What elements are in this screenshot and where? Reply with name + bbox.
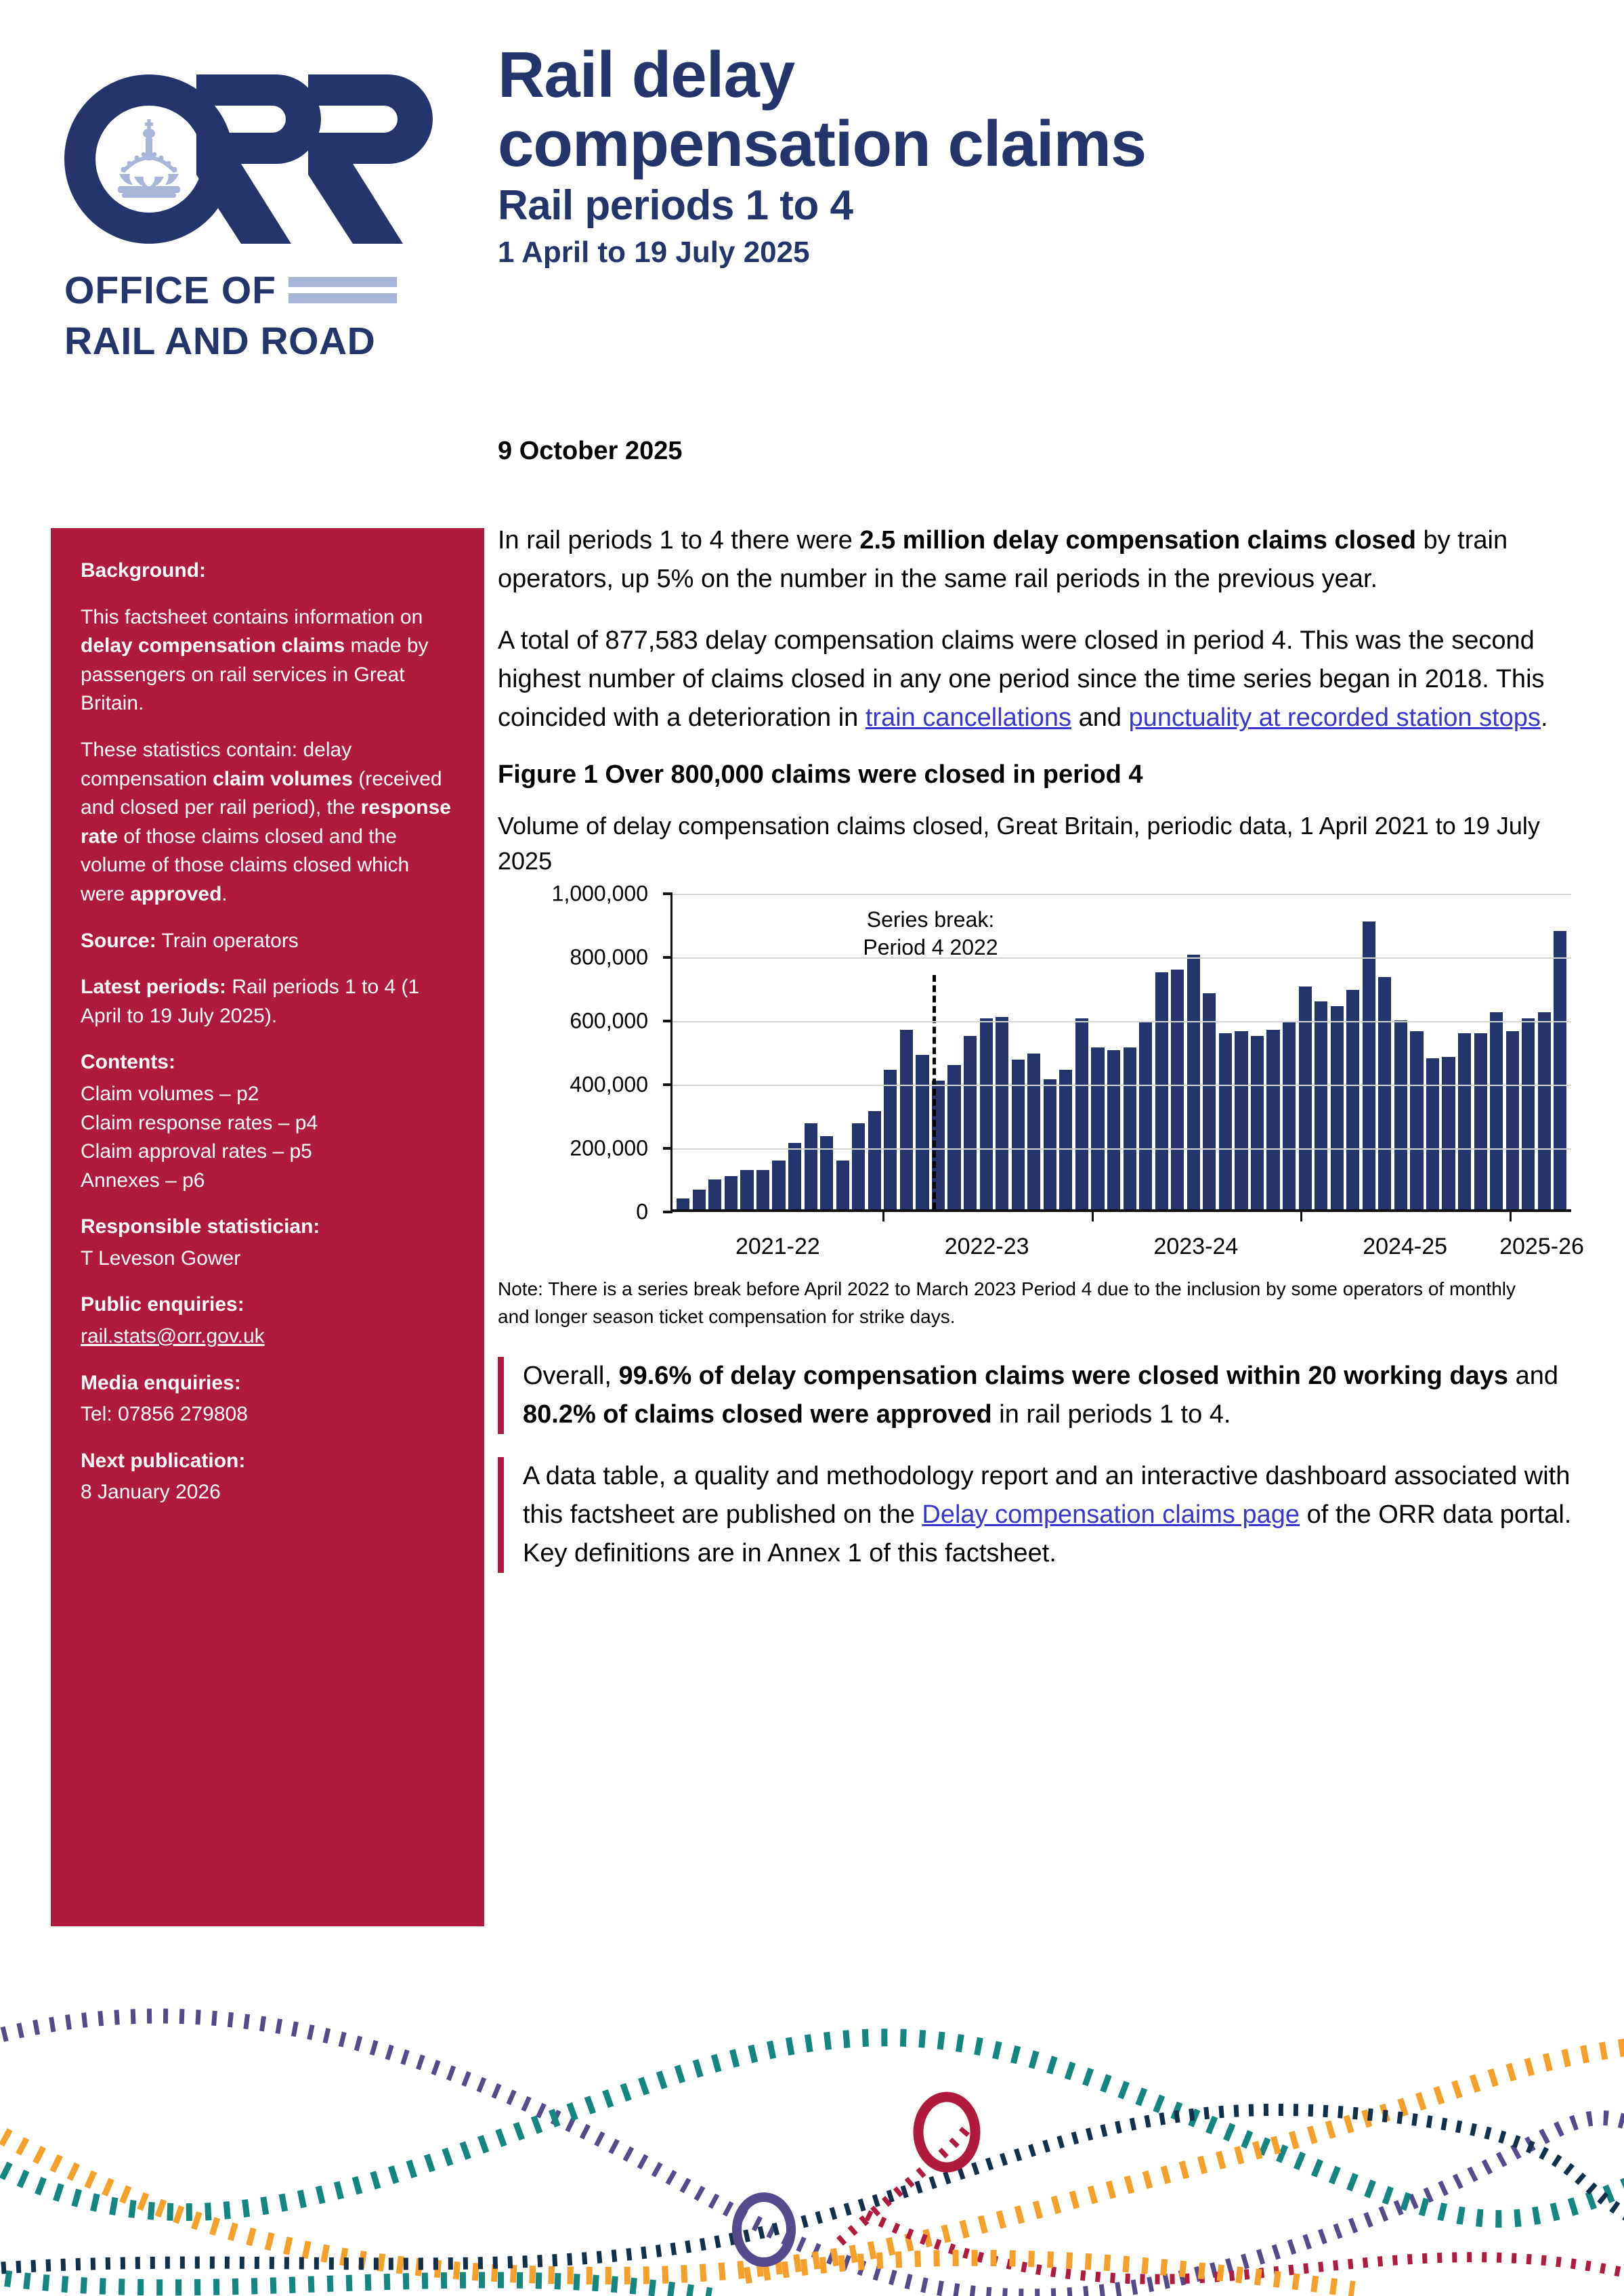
chart-bar xyxy=(1266,1030,1279,1210)
chart-bar xyxy=(1187,955,1200,1209)
sidebar-background-paragraph-1 xyxy=(81,603,457,718)
chart-y-tickmark xyxy=(663,892,672,895)
chart-bar xyxy=(1059,1070,1072,1210)
info-sidebar xyxy=(51,528,484,1926)
intro-p1-b: 2.5 million delay compensation claims closed xyxy=(859,526,1416,555)
intro-p2-a: A total of 877,583 delay compensation claims were closed in period 4. This was the second highest number of claims closed in any one period since the time series began in 2018. This coincided with a deterioration in xyxy=(498,626,1545,732)
sidebar-statistician-label: Responsible statistician: xyxy=(81,1215,320,1238)
sidebar-bg-p2-a: These statistics contain: delay compensation xyxy=(81,738,352,790)
chart-bar xyxy=(1538,1012,1551,1209)
chart-x-tick-label: 2021-22 xyxy=(735,1234,820,1260)
claims-closed-bar-chart xyxy=(498,881,1584,1260)
chart-bar xyxy=(756,1170,769,1210)
chart-y-tickmark xyxy=(663,1147,672,1150)
overall-e: in rail periods 1 to 4. xyxy=(991,1400,1231,1429)
chart-bar xyxy=(820,1136,833,1209)
chart-bar xyxy=(693,1190,706,1209)
intro-p1-a: In rail periods 1 to 4 there were xyxy=(498,526,860,555)
page-date-range: 1 April to 19 July 2025 xyxy=(498,235,810,269)
chart-bar xyxy=(996,1017,1008,1209)
chart-bar xyxy=(1044,1079,1056,1210)
main-content xyxy=(498,521,1584,1573)
chart-bar xyxy=(1394,1020,1407,1210)
chart-bar xyxy=(1219,1033,1232,1210)
page-title-line2: compensation claims xyxy=(498,107,1147,180)
data-portal-paragraph xyxy=(523,1457,1578,1573)
chart-y-tickmark xyxy=(663,1020,672,1022)
crown-icon xyxy=(108,118,190,200)
chart-bar xyxy=(708,1179,721,1210)
chart-bar xyxy=(1522,1018,1535,1209)
sidebar-latest-periods xyxy=(81,973,457,1031)
sidebar-background-paragraph-2 xyxy=(81,736,457,909)
sidebar-latest-periods-value: Rail periods 1 to 4 (1 April to 19 July 2025). xyxy=(81,976,420,1027)
chart-bar xyxy=(772,1161,785,1210)
sidebar-media-enquiries-label: Media enquiries: xyxy=(81,1371,241,1394)
sidebar-bg-p2-c: (received and closed per rail period), the xyxy=(81,767,442,819)
chart-bar xyxy=(947,1065,960,1210)
chart-bar xyxy=(1107,1050,1120,1209)
chart-bar xyxy=(1012,1060,1025,1209)
chart-y-tick-label: 400,000 xyxy=(570,1072,648,1097)
chart-bar xyxy=(1506,1031,1519,1209)
chart-y-tick-label: 0 xyxy=(636,1199,648,1224)
page-title-line1: Rail delay xyxy=(498,39,795,111)
sidebar-next-publication-value: 8 January 2026 xyxy=(81,1481,221,1504)
list-item[interactable]: Claim approval rates – p5 xyxy=(81,1140,312,1163)
chart-y-axis xyxy=(498,881,660,1224)
chart-gridline xyxy=(672,1085,1571,1086)
list-item[interactable]: Claim response rates – p4 xyxy=(81,1111,318,1134)
chart-bar xyxy=(900,1030,913,1210)
chart-bar xyxy=(1155,972,1168,1209)
chart-bar xyxy=(836,1161,849,1210)
chart-y-tick-label: 600,000 xyxy=(570,1008,648,1033)
sidebar-media-enquiries-value: Tel: 07856 279808 xyxy=(81,1403,248,1426)
chart-bars xyxy=(672,894,1571,1209)
overall-d: 80.2% of claims closed were approved xyxy=(523,1400,992,1429)
chart-bar xyxy=(1283,1022,1296,1209)
chart-y-tickmark xyxy=(663,956,672,959)
chart-y-tick-label: 1,000,000 xyxy=(551,881,648,906)
portal-a: A data table, a quality and methodology report and an interactive dashboard associated with this factsheet are published on the xyxy=(523,1461,1570,1529)
logo-stripes-icon xyxy=(289,277,397,305)
chart-x-axis xyxy=(670,1219,1584,1260)
chart-bar xyxy=(788,1143,801,1210)
chart-x-tickmark xyxy=(1092,1212,1094,1221)
chart-plot-area xyxy=(670,894,1571,1212)
chart-gridline xyxy=(672,1148,1571,1150)
chart-x-tickmark xyxy=(882,1212,884,1221)
chart-bar xyxy=(868,1111,881,1210)
sidebar-contents-list xyxy=(81,1080,457,1195)
chart-bar xyxy=(1075,1018,1088,1209)
sidebar-source-label: Source: xyxy=(81,929,156,952)
chart-x-tickmark xyxy=(1510,1212,1512,1221)
intro-paragraph-2 xyxy=(498,622,1578,737)
logo-r-letter-2-icon xyxy=(308,74,437,244)
intro-p2-c: . xyxy=(1540,703,1548,732)
figure-note: Note: There is a series break before April 2022 to March 2023 Period 4 due to the inclusion by some operators of monthly and longer season ticket compensation for strike days. xyxy=(498,1278,1516,1327)
decorative-wave-footer xyxy=(0,1957,1624,2296)
wave-pattern-icon xyxy=(0,1957,1624,2296)
page-header xyxy=(0,0,1624,465)
chart-gridline xyxy=(672,1021,1571,1022)
chart-bar xyxy=(1442,1057,1455,1210)
data-portal-callout xyxy=(498,1457,1578,1573)
chart-x-tick-label: 2022-23 xyxy=(944,1234,1029,1260)
chart-gridline xyxy=(672,894,1571,895)
chart-y-tickmark xyxy=(663,1211,672,1213)
chart-bar xyxy=(1251,1036,1264,1209)
chart-bar xyxy=(1331,1006,1344,1210)
chart-bar xyxy=(1426,1058,1439,1209)
publication-date: 9 October 2025 xyxy=(498,437,683,465)
sidebar-bg-p1-b: delay compensation claims xyxy=(81,634,345,657)
sidebar-source xyxy=(81,927,457,956)
sidebar-public-enquiries-paragraph xyxy=(81,1322,457,1351)
chart-bar xyxy=(1299,987,1312,1209)
series-break-line xyxy=(933,975,936,1209)
sidebar-bg-p1-a: This factsheet contains information on xyxy=(81,605,423,628)
chart-bar xyxy=(740,1170,753,1210)
sidebar-source-value: Train operators xyxy=(156,929,299,952)
intro-paragraph-1 xyxy=(498,521,1578,599)
chart-x-tickmark xyxy=(1300,1212,1302,1221)
chart-bar xyxy=(852,1123,865,1209)
figure-subtitle: Volume of delay compensation claims closed, Great Britain, periodic data, 1 April 2021 to 19 July 2025 xyxy=(498,812,1540,875)
chart-bar xyxy=(964,1036,977,1209)
sidebar-bg-p2-g: . xyxy=(221,882,228,905)
overall-stat-block xyxy=(498,1357,1578,1434)
overall-c: and xyxy=(1508,1361,1559,1390)
sidebar-statistician-value: T Leveson Gower xyxy=(81,1247,241,1270)
series-break-line1: Series break: xyxy=(866,907,995,932)
figure-title: Figure 1 Over 800,000 claims were closed in period 4 xyxy=(498,760,1143,789)
chart-bar xyxy=(1315,1001,1327,1210)
chart-bar xyxy=(1378,977,1391,1209)
title-block xyxy=(498,41,1581,271)
chart-bar xyxy=(1171,970,1184,1210)
chart-y-tickmark xyxy=(663,1083,672,1086)
chart-bar xyxy=(1474,1033,1487,1210)
chart-bar xyxy=(1490,1012,1503,1209)
chart-bar xyxy=(1139,1022,1152,1209)
punctuality-link[interactable]: punctuality at recorded station stops xyxy=(1128,703,1541,732)
sidebar-next-publication-label: Next publication: xyxy=(81,1449,246,1472)
chart-bar xyxy=(1124,1047,1136,1210)
chart-bar xyxy=(1363,922,1375,1209)
logo-r-letter-1-icon xyxy=(196,74,325,244)
chart-y-tick-label: 800,000 xyxy=(570,945,648,970)
chart-bar xyxy=(1458,1033,1471,1210)
sidebar-bg-p2-b: claim volumes xyxy=(213,767,353,790)
sidebar-latest-periods-label: Latest periods: xyxy=(81,976,227,999)
chart-x-tick-label: 2023-24 xyxy=(1153,1234,1239,1260)
sidebar-contents-heading: Contents: xyxy=(81,1051,175,1074)
chart-bar xyxy=(1091,1047,1104,1210)
sidebar-bg-p2-d: response rate xyxy=(81,796,451,848)
chart-bar xyxy=(916,1055,928,1209)
circle-marker-purple-icon xyxy=(737,2197,791,2262)
chart-bar xyxy=(1203,993,1216,1210)
series-break-annotation xyxy=(822,906,1039,961)
chart-y-tick-label: 200,000 xyxy=(570,1135,648,1161)
chart-bar xyxy=(1554,931,1566,1209)
sidebar-bg-p2-e: of those claims closed and the volume of those claims closed which were xyxy=(81,825,410,905)
chart-bar xyxy=(884,1070,897,1210)
list-item[interactable]: Annexes – p6 xyxy=(81,1169,205,1192)
intro-p1-c: by train operators, up 5% on the number in the same rail periods in the previous year. xyxy=(498,526,1508,593)
chart-bar xyxy=(1235,1031,1247,1209)
intro-p2-b: and xyxy=(1071,703,1129,732)
chart-gridline xyxy=(672,957,1571,959)
orr-logo xyxy=(64,47,484,386)
portal-b: of the ORR data portal. Key definitions are in Annex 1 of this factsheet. xyxy=(523,1500,1572,1567)
delay-compensation-claims-page-link[interactable]: Delay compensation claims page xyxy=(922,1500,1300,1529)
sidebar-bg-p2-f: approved xyxy=(130,882,222,905)
overall-a: Overall, xyxy=(523,1361,619,1390)
sidebar-bg-p1-c: made by passengers on rail services in Great Britain. xyxy=(81,634,429,715)
chart-bar xyxy=(677,1198,689,1209)
sidebar-public-enquiries-label: Public enquiries: xyxy=(81,1293,244,1316)
chart-bar xyxy=(980,1018,993,1209)
list-item[interactable]: Claim volumes – p2 xyxy=(81,1082,259,1105)
train-cancellations-link[interactable]: train cancellations xyxy=(865,703,1072,732)
chart-bar xyxy=(1027,1054,1040,1209)
chart-x-tick-label: 2024-25 xyxy=(1363,1234,1448,1260)
page-subtitle: Rail periods 1 to 4 xyxy=(498,181,853,229)
overall-paragraph xyxy=(523,1357,1578,1434)
chart-bar xyxy=(1346,990,1359,1209)
email-link[interactable]: rail.stats@orr.gov.uk xyxy=(81,1325,265,1348)
chart-bar xyxy=(725,1176,738,1209)
logo-line1-text: OFFICE OF xyxy=(64,269,276,312)
series-break-line2: Period 4 2022 xyxy=(863,935,998,960)
orr-logo-wordmark xyxy=(64,271,471,364)
chart-bar xyxy=(1410,1031,1423,1209)
sidebar-background-heading: Background: xyxy=(81,559,207,582)
chart-bar xyxy=(805,1123,817,1209)
logo-line2-text: RAIL AND ROAD xyxy=(64,319,376,363)
orr-logo-mark xyxy=(64,47,450,244)
chart-x-tick-label: 2025-26 xyxy=(1499,1234,1584,1260)
overall-b: 99.6% of delay compensation claims were closed within 20 working days xyxy=(618,1361,1509,1390)
